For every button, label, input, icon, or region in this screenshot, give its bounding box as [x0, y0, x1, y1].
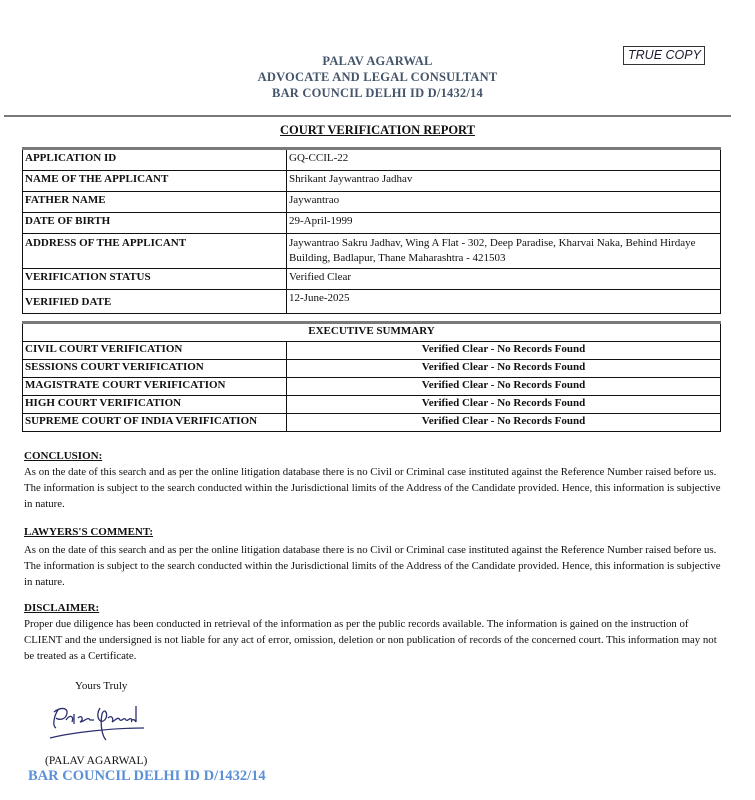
row-label: VERIFIED DATE — [23, 290, 287, 314]
row-label: ADDRESS OF THE APPLICANT — [23, 234, 287, 269]
table-row — [23, 378, 721, 396]
row-value: Verified Clear - No Records Found — [287, 396, 721, 414]
disclaimer-section — [24, 600, 724, 664]
summary-heading: EXECUTIVE SUMMARY — [23, 323, 721, 342]
summary-heading-row — [23, 323, 721, 342]
table-row — [23, 360, 721, 378]
report-title: COURT VERIFICATION REPORT — [280, 123, 475, 137]
executive-summary-table — [22, 321, 721, 432]
table-row — [23, 213, 721, 234]
row-value: 29-April-1999 — [287, 213, 721, 234]
row-value: Verified Clear - No Records Found — [287, 342, 721, 360]
signatory-bar-id: BAR COUNCIL DELHI ID D/1432/14 — [28, 768, 266, 784]
table-row — [23, 414, 721, 432]
table-row — [23, 342, 721, 360]
row-label: NAME OF THE APPLICANT — [23, 171, 287, 192]
disclaimer-heading: DISCLAIMER: — [24, 602, 100, 614]
table-row — [23, 290, 721, 314]
conclusion-heading: CONCLUSION: — [24, 450, 103, 462]
lawyers-comment-section — [24, 524, 724, 590]
disclaimer-text: Proper due diligence has been conducted in retrieval of the information as per the public records available. The information is gained on the instruction of CLIENT and the undersigned is not liable for any act of error, omission, deletion or non publication of records of the concerned court. This information may not be treated as a Certificate. — [24, 618, 717, 662]
row-label: VERIFICATION STATUS — [23, 269, 287, 290]
table-row — [23, 171, 721, 192]
table-row — [23, 396, 721, 414]
row-value: 12-June-2025 — [287, 290, 721, 314]
lawyers-comment-text: As on the date of this search and as per the online litigation database there is no Civil or Criminal case instituted against the Reference Number raised before us. The information is subject to the search conducted within the Jurisdictional limits of the Address of the Candidate provided. Hence, this information is subjective in nature. — [24, 544, 721, 588]
row-label: APPLICATION ID — [23, 149, 287, 171]
row-label: HIGH COURT VERIFICATION — [23, 396, 287, 414]
row-value: Verified Clear — [287, 269, 721, 290]
row-label: DATE OF BIRTH — [23, 213, 287, 234]
letterhead-bar-id: BAR COUNCIL DELHI ID D/1432/14 — [272, 86, 483, 100]
conclusion-text: As on the date of this search and as per the online litigation database there is no Civil or Criminal case instituted against the Reference Number raised before us. The information is subject to the search conducted within the Jurisdictional limits of the Address of the Candidate provided. Hence, this information is subjective in nature. — [24, 466, 721, 510]
true-copy-stamp: TRUE COPY — [623, 46, 705, 65]
row-label: SUPREME COURT OF INDIA VERIFICATION — [23, 414, 287, 432]
row-value: Verified Clear - No Records Found — [287, 378, 721, 396]
table-row — [23, 192, 721, 213]
lawyers-comment-heading: LAWYERS'S COMMENT: — [24, 526, 154, 538]
table-row — [23, 149, 721, 171]
table-row — [23, 234, 721, 269]
row-label: FATHER NAME — [23, 192, 287, 213]
row-value: Verified Clear - No Records Found — [287, 414, 721, 432]
row-value: GQ-CCIL-22 — [287, 149, 721, 171]
letterhead-name: PALAV AGARWAL — [322, 54, 433, 68]
conclusion-section — [24, 448, 724, 512]
row-value: Shrikant Jaywantrao Jadhav — [287, 171, 721, 192]
table-row — [23, 269, 721, 290]
row-value: Jaywantrao — [287, 192, 721, 213]
row-label: SESSIONS COURT VERIFICATION — [23, 360, 287, 378]
row-label: CIVIL COURT VERIFICATION — [23, 342, 287, 360]
row-label: MAGISTRATE COURT VERIFICATION — [23, 378, 287, 396]
row-value: Jaywantrao Sakru Jadhav, Wing A Flat - 302, Deep Paradise, Kharvai Naka, Behind Hirdaye Building, Badlapur, Thane Maharashtra - 421503 — [287, 234, 721, 269]
signatory-name: (PALAV AGARWAL) — [45, 755, 148, 767]
row-value: Verified Clear - No Records Found — [287, 360, 721, 378]
signature-image — [44, 698, 154, 743]
header-divider — [4, 115, 731, 117]
closing-salutation: Yours Truly — [75, 680, 128, 692]
letterhead-title: ADVOCATE AND LEGAL CONSULTANT — [257, 70, 498, 84]
applicant-details-table — [22, 147, 721, 314]
